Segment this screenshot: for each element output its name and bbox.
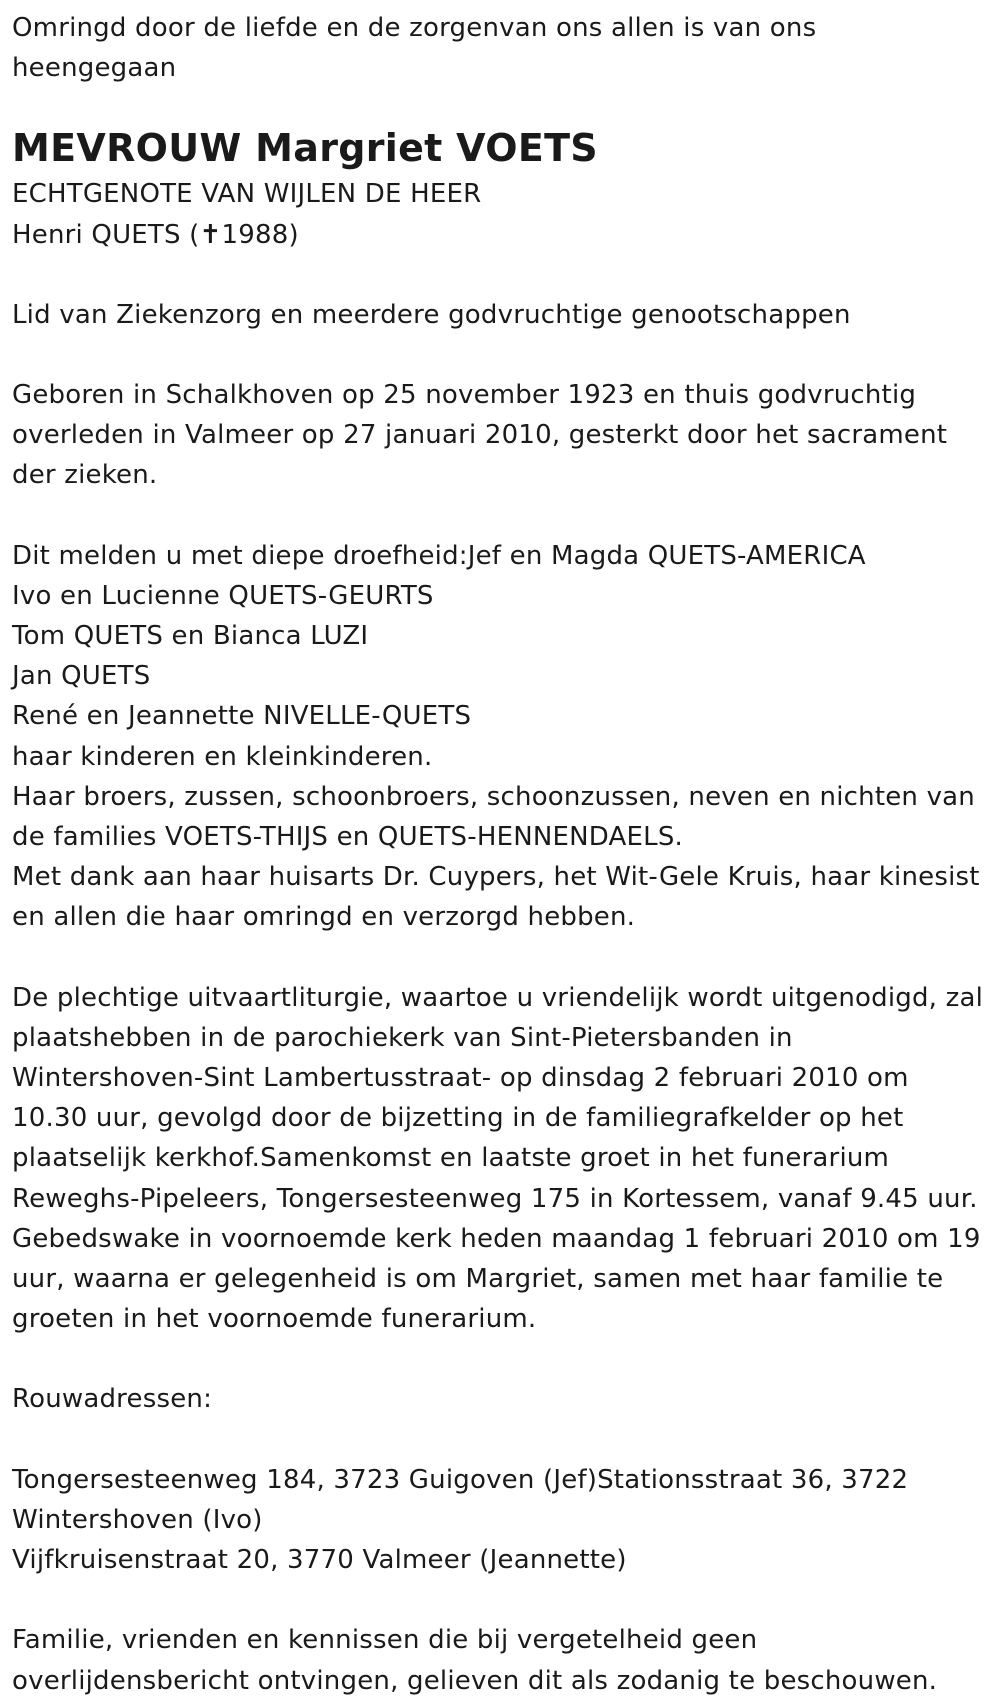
spacer	[12, 496, 988, 536]
addresses-text: Tongersesteenweg 184, 3723 Guigoven (Jef)Stationsstraat 36, 3722 Wintershoven (Ivo) Vijfkruisenstraat 20, 3770 Valmeer (Jeannette)	[12, 1464, 909, 1576]
spacer	[12, 1420, 988, 1460]
closing-text: Familie, vrienden en kennissen die bij vergetelheid geen overlijdensbericht ontvingen, gelieven dit als zodanig te beschouwen.	[12, 1625, 938, 1696]
spacer	[12, 335, 988, 375]
membership-text: Lid van Ziekenzorg en meerdere godvruchtige genootschappen	[12, 299, 851, 330]
intro-text: Omringd door de liefde en de zorgenvan ons allen is van ons heengegaan	[12, 13, 817, 84]
spacer	[12, 255, 988, 295]
spacer	[12, 1580, 988, 1620]
deceased-name: MEVROUW Margriet VOETS	[12, 126, 598, 171]
spacer	[12, 1339, 988, 1379]
addresses-label: Rouwadressen:	[12, 1384, 213, 1415]
family-text: Dit melden u met diepe droefheid:Jef en Magda QUETS-AMERICA Ivo en Lucienne QUETS-GEURTS Tom QUETS en Bianca LUZI Jan QUETS René en Jeannette NIVELLE-QUETS haar kinderen en kleinkinderen. Haar broers, zussen, schoonbroers, schoonzussen, neven en nichten van de families VOETS-THIJS en QUETS-HENNENDAELS. Met dank aan haar huisarts Dr. Cuypers, het Wit-Gele Kruis, haar kinesist en allen die haar omringd en verzorgd hebben.	[12, 540, 980, 933]
funeral-text: De plechtige uitvaartliturgie, waartoe u vriendelijk wordt uitgenodigd, zal plaatshebben in de parochiekerk van Sint-Pietersbanden in Wintershoven-Sint Lambertusstraat- op dinsdag 2 februari 2010 om 10.30 uur, gevolgd door de bijzetting in de familiegrafkelder op het plaatselijk kerkhof.Samenkomst en laatste groet in het funerarium Reweghs-Pipeleers, Tongersesteenweg 175 in Kortessem, vanaf 9.45 uur. Gebedswake in voornoemde kerk heden maandag 1 februari 2010 om 19 uur, waarna er gelegenheid is om Margriet, samen met haar familie te groeten in het voornoemde funerarium.	[12, 982, 984, 1335]
spouse-name: Henri QUETS (✝1988)	[12, 219, 299, 250]
birth-death-text: Geboren in Schalkhoven op 25 november 1923 en thuis godvruchtig overleden in Valmeer op 27 januari 2010, gesterkt door het sacrament der zieken.	[12, 380, 948, 491]
spouse-title: ECHTGENOTE VAN WIJLEN DE HEER	[12, 179, 482, 210]
spacer	[12, 938, 988, 978]
